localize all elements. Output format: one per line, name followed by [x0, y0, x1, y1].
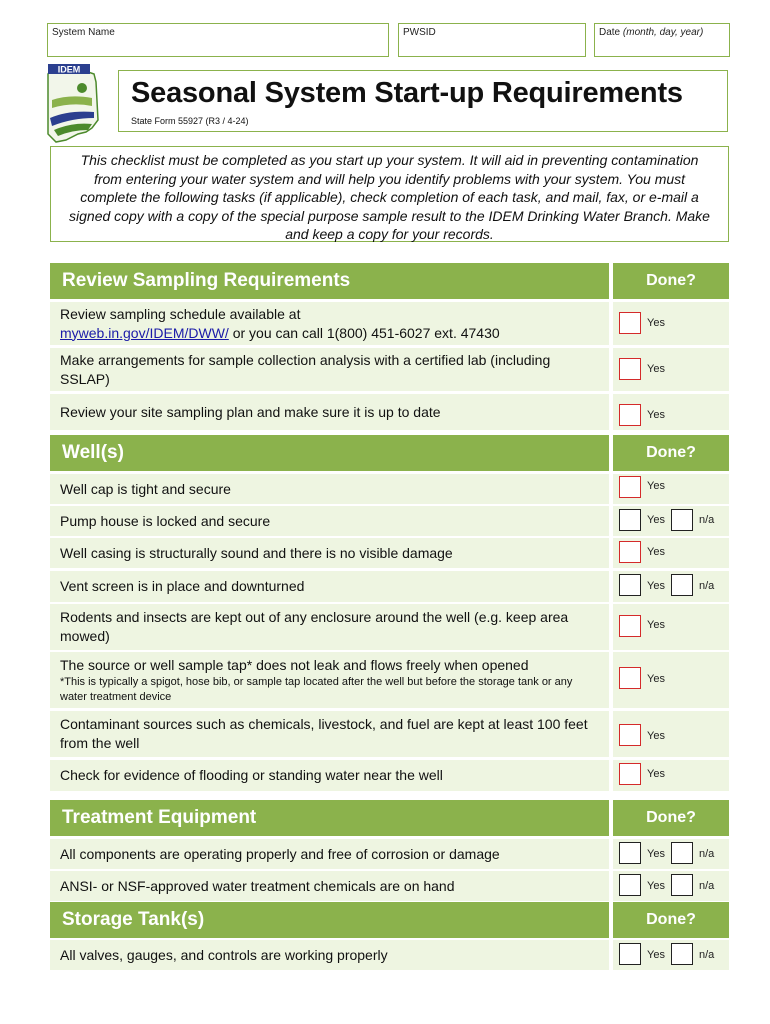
na-label: n/a: [699, 848, 715, 860]
system-name-field[interactable]: [47, 23, 389, 57]
item-footnote: *This is typically a spigot, hose bib, or sample tap located after the well but before the storage tank or any water treatment device: [60, 675, 573, 703]
item-text: Rodents and insects are kept out of any enclosure around the well (e.g. keep area mowed): [50, 604, 609, 650]
yes-label: Yes: [647, 409, 665, 421]
item-text: Contaminant sources such as chemicals, livestock, and fuel are kept at least 100 feet from the well: [50, 711, 609, 757]
yes-checkbox[interactable]: [619, 404, 641, 426]
yes-checkbox[interactable]: [619, 724, 641, 746]
na-checkbox[interactable]: [671, 509, 693, 531]
item-text: ANSI- or NSF-approved water treatment chemicals are on hand: [50, 871, 609, 901]
na-label: n/a: [699, 514, 715, 526]
yes-label: Yes: [647, 949, 665, 961]
checklist-row: [50, 652, 729, 708]
checklist-row: [50, 302, 729, 345]
section-title: Well(s): [50, 435, 609, 471]
yes-checkbox[interactable]: [619, 763, 641, 785]
na-checkbox[interactable]: [671, 874, 693, 896]
yes-label: Yes: [647, 580, 665, 592]
yes-label: Yes: [647, 730, 665, 742]
section-title: Treatment Equipment: [50, 800, 609, 836]
yes-checkbox[interactable]: [619, 874, 641, 896]
dww-link[interactable]: myweb.in.gov/IDEM/DWW/: [60, 324, 229, 341]
yes-label: Yes: [647, 673, 665, 685]
checklist-row: [50, 348, 729, 391]
na-label: n/a: [699, 880, 715, 892]
date-field[interactable]: [594, 23, 730, 57]
na-label: n/a: [699, 580, 715, 592]
yes-checkbox[interactable]: [619, 312, 641, 334]
checklist-row: [50, 839, 729, 869]
yes-checkbox[interactable]: [619, 842, 641, 864]
done-header: Done?: [613, 800, 729, 836]
system-name-label: System Name: [52, 27, 115, 38]
item-text: All valves, gauges, and controls are working properly: [50, 940, 609, 970]
na-checkbox[interactable]: [671, 574, 693, 596]
yes-label: Yes: [647, 546, 665, 558]
checklist-row: [50, 940, 729, 970]
na-label: n/a: [699, 949, 715, 961]
yes-checkbox[interactable]: [619, 943, 641, 965]
done-header: Done?: [613, 263, 729, 299]
yes-label: Yes: [647, 317, 665, 329]
yes-label: Yes: [647, 480, 665, 492]
pwsid-label: PWSID: [403, 27, 436, 38]
checklist-row: [50, 394, 729, 430]
section-header-sampling: [50, 263, 729, 299]
yes-label: Yes: [647, 363, 665, 375]
yes-label: Yes: [647, 514, 665, 526]
item-text: The source or well sample tap* does not leak and flows freely when opened: [60, 656, 529, 673]
checklist-row: [50, 711, 729, 757]
page-title: Seasonal System Start-up Requirements: [131, 77, 683, 109]
section-header-storage: [50, 902, 729, 938]
item-text: Well cap is tight and secure: [50, 474, 609, 504]
checklist-row: [50, 604, 729, 650]
idem-logo: [42, 60, 106, 144]
date-hint: (month, day, year): [622, 27, 704, 38]
item-text: Vent screen is in place and downturned: [50, 571, 609, 602]
form-number: State Form 55927 (R3 / 4-24): [131, 116, 249, 126]
item-text: Make arrangements for sample collection analysis with a certified lab (including SSLAP): [50, 348, 609, 391]
checklist-row: [50, 760, 729, 791]
item-text: Well casing is structurally sound and there is no visible damage: [50, 538, 609, 568]
yes-label: Yes: [647, 880, 665, 892]
checklist-row: [50, 871, 729, 901]
yes-checkbox[interactable]: [619, 541, 641, 563]
instructions: This checklist must be completed as you start up your system. It will aid in preventing contamination from entering your water system and will help you identify problems with your system. You must complete the following tasks (if applicable), check completion of each task, and mail, fax, or e-mail a signed copy with a copy of the special purpose sample result to the IDEM Drinking Water Branch. Make and keep a copy for your records.: [50, 146, 729, 242]
date-label: Date: [599, 27, 621, 38]
checklist-row: [50, 474, 729, 504]
yes-checkbox[interactable]: [619, 615, 641, 637]
done-header: Done?: [613, 902, 729, 938]
checklist-row: [50, 506, 729, 536]
item-text: Check for evidence of flooding or standing water near the well: [50, 760, 609, 791]
na-checkbox[interactable]: [671, 842, 693, 864]
yes-checkbox[interactable]: [619, 509, 641, 531]
section-header-treatment: [50, 800, 729, 836]
checklist-row: [50, 571, 729, 602]
item-text: Review your site sampling plan and make sure it is up to date: [50, 394, 609, 430]
section-header-wells: [50, 435, 729, 471]
checklist-row: [50, 538, 729, 568]
item-text: All components are operating properly and free of corrosion or damage: [50, 839, 609, 869]
done-header: Done?: [613, 435, 729, 471]
na-checkbox[interactable]: [671, 943, 693, 965]
yes-checkbox[interactable]: [619, 476, 641, 498]
yes-checkbox[interactable]: [619, 667, 641, 689]
yes-label: Yes: [647, 619, 665, 631]
title-box: [118, 70, 728, 132]
section-title: Review Sampling Requirements: [50, 263, 609, 299]
yes-label: Yes: [647, 848, 665, 860]
pwsid-field[interactable]: [398, 23, 586, 57]
yes-checkbox[interactable]: [619, 358, 641, 380]
yes-label: Yes: [647, 768, 665, 780]
item-text: Pump house is locked and secure: [50, 506, 609, 536]
section-title: Storage Tank(s): [50, 902, 609, 938]
yes-checkbox[interactable]: [619, 574, 641, 596]
item-text: Review sampling schedule available at myweb.in.gov/IDEM/DWW/ or you can call 1(800) 451-6027 ext. 47430: [60, 305, 500, 341]
logo-text: IDEM: [57, 64, 81, 75]
